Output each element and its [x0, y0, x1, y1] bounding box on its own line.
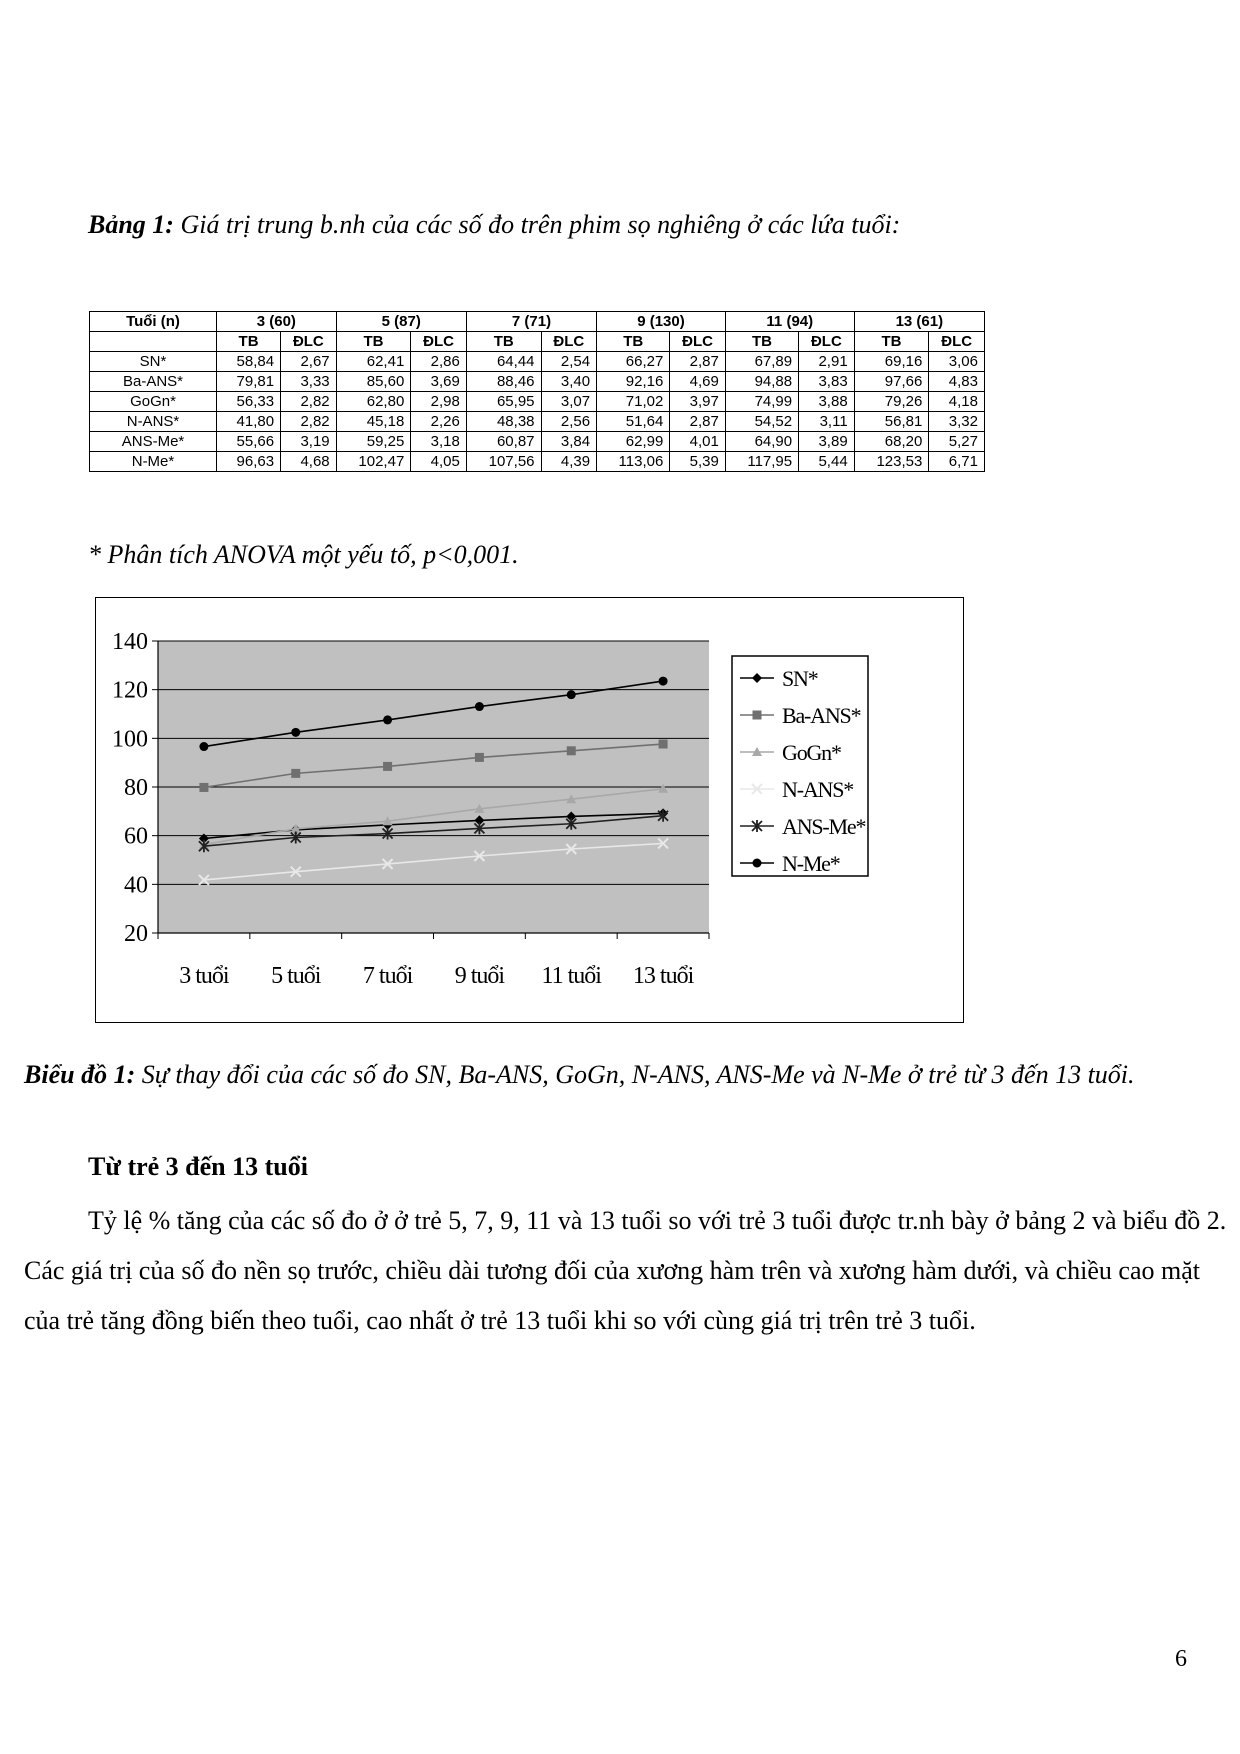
table-group-header: 3 (60) [217, 312, 337, 332]
table-cell: 97,66 [854, 372, 929, 392]
anova-note: * Phân tích ANOVA một yếu tố, p<0,001. [88, 540, 519, 569]
table-cell: 2,86 [411, 352, 467, 372]
table-group-header: 9 (130) [597, 312, 726, 332]
x-tick-label: 11 tuổi [541, 963, 601, 989]
table-row [90, 432, 985, 452]
data-point [475, 702, 484, 711]
table-cell: 3,06 [929, 352, 985, 372]
page-number: 6 [1175, 1646, 1187, 1672]
table-cell: 3,07 [541, 392, 597, 412]
table-cell: 71,02 [597, 392, 670, 412]
table-cell: 66,27 [597, 352, 670, 372]
legend-label: N-ANS* [782, 777, 854, 802]
table-cell: 3,84 [541, 432, 597, 452]
body-paragraph: Tỷ lệ % tăng của các số đo ở ở trẻ 5, 7, 9, 11 và 13 tuổi so với trẻ 3 tuổi được tr.nh bày ở bảng 2 và biểu đồ 2. Các giá trị của số đo nền sọ trước, chiều dài tương đối của xương hàm trên và xương hàm dưới, và chiều cao mặt của trẻ tăng đồng biến theo tuổi, cao nhất ở trẻ 13 tuổi khi so với cùng giá trị trên trẻ 3 tuổi. [24, 1206, 1227, 1335]
table-cell: 64,44 [466, 352, 541, 372]
table-cell: 3,97 [670, 392, 726, 412]
data-point [567, 746, 576, 755]
table-corner-cell: Tuổi (n) [90, 312, 217, 332]
table-cell: 4,05 [411, 452, 467, 472]
figure-caption-text: Sự thay đổi của các số đo SN, Ba-ANS, GoGn, N-ANS, ANS-Me và N-Me ở trẻ từ 3 đến 13 tuổi. [135, 1060, 1135, 1089]
table-row [90, 372, 985, 392]
table-group-header: 5 (87) [336, 312, 466, 332]
y-tick-label: 140 [112, 629, 148, 655]
table-cell: 102,47 [336, 452, 411, 472]
table-row-label: GoGn* [90, 392, 217, 412]
table-subheader-tb: TB [336, 332, 411, 352]
table-cell: 94,88 [725, 372, 798, 392]
data-point [567, 690, 576, 699]
data-point [291, 769, 300, 778]
table-cell: 4,18 [929, 392, 985, 412]
table-cell: 79,81 [217, 372, 281, 392]
table-cell: 45,18 [336, 412, 411, 432]
table-cell: 3,33 [281, 372, 337, 392]
table-cell: 96,63 [217, 452, 281, 472]
table-cell: 2,54 [541, 352, 597, 372]
table-group-header: 7 (71) [466, 312, 596, 332]
table-cell: 62,99 [597, 432, 670, 452]
x-tick-label: 3 tuổi [179, 963, 229, 989]
table-row [90, 352, 985, 372]
table-cell: 5,39 [670, 452, 726, 472]
data-point [659, 740, 668, 749]
legend-label: Ba-ANS* [782, 703, 861, 728]
table-cell: 117,95 [725, 452, 798, 472]
table-cell: 3,32 [929, 412, 985, 432]
data-point [383, 762, 392, 771]
table-subheader-tb: TB [217, 332, 281, 352]
table-cell: 62,80 [336, 392, 411, 412]
table-cell: 4,68 [281, 452, 337, 472]
figure-caption-label: Biểu đồ 1: [24, 1060, 136, 1089]
table-row-label: SN* [90, 352, 217, 372]
table-cell: 48,38 [466, 412, 541, 432]
table-cell: 3,89 [799, 432, 855, 452]
table-cell: 74,99 [725, 392, 798, 412]
table-cell: 64,90 [725, 432, 798, 452]
data-point [659, 677, 668, 686]
table-subheader-tb: TB [725, 332, 798, 352]
table-cell: 56,33 [217, 392, 281, 412]
table-group-header: 11 (94) [725, 312, 854, 332]
table-cell: 85,60 [336, 372, 411, 392]
figure-caption [24, 1050, 1234, 1100]
table-subheader-dlc: ĐLC [670, 332, 726, 352]
table-cell: 2,56 [541, 412, 597, 432]
table-cell: 65,95 [466, 392, 541, 412]
table-cell: 5,27 [929, 432, 985, 452]
table-empty-cell [90, 332, 217, 352]
table-cell: 3,11 [799, 412, 855, 432]
table-subheader-dlc: ĐLC [281, 332, 337, 352]
table-cell: 58,84 [217, 352, 281, 372]
x-tick-label: 7 tuổi [362, 963, 413, 989]
chart-frame [95, 597, 964, 1023]
table-cell: 5,44 [799, 452, 855, 472]
table-cell: 2,91 [799, 352, 855, 372]
legend-label: SN* [782, 666, 818, 691]
table-cell: 3,40 [541, 372, 597, 392]
legend-label: ANS-Me* [782, 814, 866, 839]
table-cell: 4,01 [670, 432, 726, 452]
data-point [475, 753, 484, 762]
table-cell: 88,46 [466, 372, 541, 392]
table-header-row [90, 312, 985, 332]
table-caption [88, 208, 1208, 242]
table-cell: 51,64 [597, 412, 670, 432]
table-row [90, 412, 985, 432]
table-subheader-dlc: ĐLC [929, 332, 985, 352]
table-cell: 123,53 [854, 452, 929, 472]
data-point [383, 715, 392, 724]
data-point [291, 728, 300, 737]
y-tick-label: 20 [124, 921, 148, 947]
table-cell: 69,16 [854, 352, 929, 372]
table-subheader-tb: TB [466, 332, 541, 352]
table-row-label: N-Me* [90, 452, 217, 472]
legend-label: GoGn* [782, 740, 841, 765]
y-tick-label: 60 [124, 823, 148, 850]
table-cell: 2,26 [411, 412, 467, 432]
table-cell: 2,87 [670, 412, 726, 432]
table-row-label: ANS-Me* [90, 432, 217, 452]
table-group-header: 13 (61) [854, 312, 984, 332]
table-subheader-tb: TB [854, 332, 929, 352]
table-cell: 2,87 [670, 352, 726, 372]
data-point [199, 783, 208, 792]
table-cell: 6,71 [929, 452, 985, 472]
table-caption-label: Bảng 1: [88, 210, 174, 239]
legend-marker [753, 711, 762, 720]
table-cell: 3,69 [411, 372, 467, 392]
table-cell: 4,39 [541, 452, 597, 472]
table-cell: 56,81 [854, 412, 929, 432]
legend-marker [753, 859, 762, 868]
table-subheader-dlc: ĐLC [541, 332, 597, 352]
table-caption-text: Giá trị trung b.nh của các số đo trên phim sọ nghiêng ở các lứa tuổi: [173, 210, 901, 239]
table-cell: 107,56 [466, 452, 541, 472]
table-cell: 59,25 [336, 432, 411, 452]
table-cell: 2,67 [281, 352, 337, 372]
table-cell: 67,89 [725, 352, 798, 372]
data-point [199, 742, 208, 751]
x-tick-label: 5 tuổi [271, 963, 321, 989]
table-subheader-row [90, 332, 985, 352]
table-cell: 3,18 [411, 432, 467, 452]
x-tick-label: 9 tuổi [454, 963, 505, 989]
table-cell: 60,87 [466, 432, 541, 452]
table-cell: 4,83 [929, 372, 985, 392]
table-cell: 68,20 [854, 432, 929, 452]
table-cell: 54,52 [725, 412, 798, 432]
table-row [90, 392, 985, 412]
table-cell: 3,88 [799, 392, 855, 412]
table-cell: 62,41 [336, 352, 411, 372]
legend-label: N-Me* [782, 851, 840, 876]
table-row-label: N-ANS* [90, 412, 217, 432]
table-cell: 92,16 [597, 372, 670, 392]
table-cell: 55,66 [217, 432, 281, 452]
measurement-table [89, 311, 985, 472]
x-tick-label: 13 tuổi [632, 963, 694, 989]
table-cell: 41,80 [217, 412, 281, 432]
table-subheader-dlc: ĐLC [799, 332, 855, 352]
y-tick-label: 120 [112, 677, 148, 704]
table-cell: 3,19 [281, 432, 337, 452]
section-heading: Từ trẻ 3 đến 13 tuổi [88, 1152, 308, 1181]
table-cell: 4,69 [670, 372, 726, 392]
table-cell: 113,06 [597, 452, 670, 472]
table-cell: 3,83 [799, 372, 855, 392]
table-cell: 2,82 [281, 412, 337, 432]
table-subheader-tb: TB [597, 332, 670, 352]
table-row-label: Ba-ANS* [90, 372, 217, 392]
table-cell: 79,26 [854, 392, 929, 412]
y-tick-label: 40 [124, 872, 148, 899]
table-subheader-dlc: ĐLC [411, 332, 467, 352]
line-chart [96, 598, 962, 1021]
table-row [90, 452, 985, 472]
y-tick-label: 80 [124, 775, 148, 801]
table-cell: 2,98 [411, 392, 467, 412]
table-cell: 2,82 [281, 392, 337, 412]
y-tick-label: 100 [112, 726, 148, 753]
